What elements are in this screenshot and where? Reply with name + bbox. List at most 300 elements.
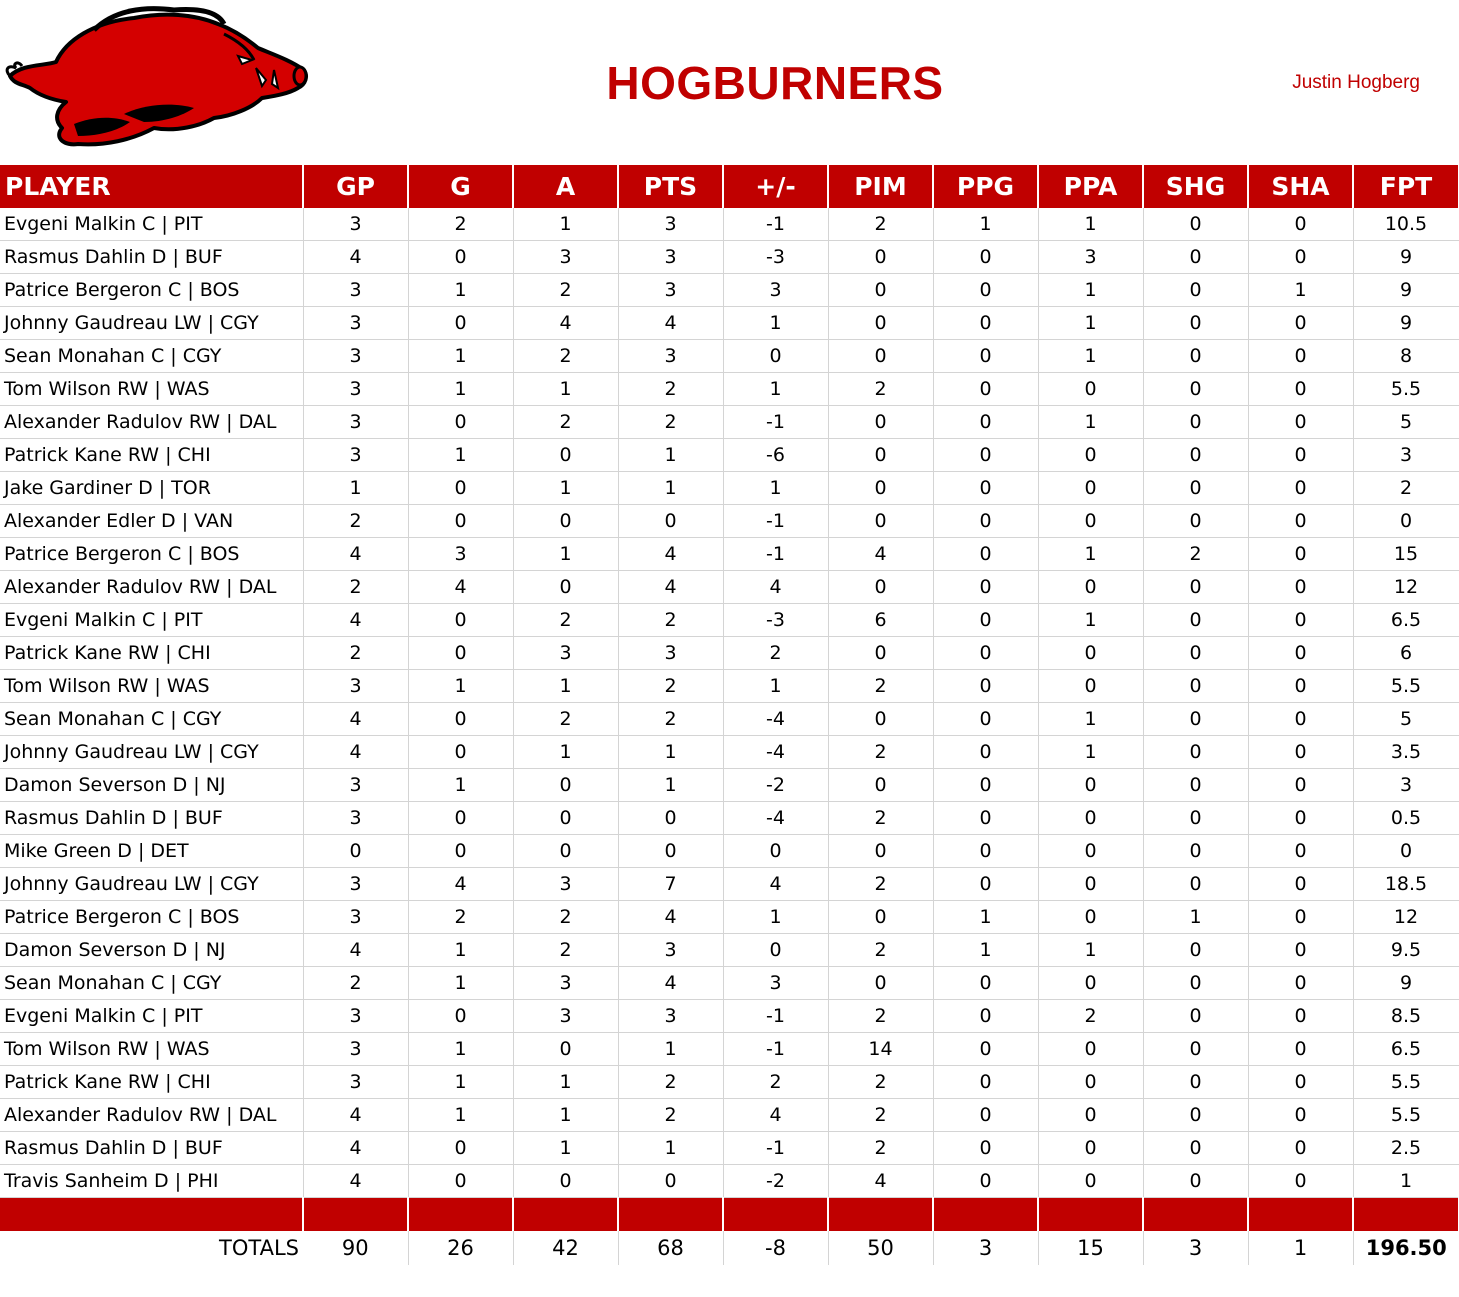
stat-cell: 0 (1038, 802, 1143, 835)
stat-cell: 0 (1143, 274, 1248, 307)
stat-cell: 2 (828, 868, 933, 901)
table-row (0, 307, 1459, 340)
stat-cell: 4 (408, 571, 513, 604)
table-row (0, 472, 1459, 505)
stat-cell: 2 (723, 637, 828, 670)
stat-cell: 4 (303, 538, 408, 571)
stat-cell: 0 (1143, 670, 1248, 703)
stat-cell: 0 (1248, 472, 1353, 505)
stat-cell: 4 (618, 901, 723, 934)
stat-cell: 0 (933, 802, 1038, 835)
stat-cell: 3 (1353, 769, 1459, 802)
stat-cell: 5.5 (1353, 670, 1459, 703)
stat-cell: 3 (303, 802, 408, 835)
stat-cell: 0 (933, 538, 1038, 571)
stat-cell: 3 (303, 340, 408, 373)
stat-cell: 2 (828, 1000, 933, 1033)
stat-cell: 0 (618, 835, 723, 868)
stat-cell: 1 (408, 1033, 513, 1066)
player-name-cell: Evgeni Malkin C | PIT (0, 1000, 303, 1033)
stat-cell: 2 (513, 934, 618, 967)
stat-cell: 1 (723, 901, 828, 934)
player-name-cell: Mike Green D | DET (0, 835, 303, 868)
stat-cell: 1 (408, 769, 513, 802)
stat-cell: 2 (828, 1099, 933, 1132)
player-name-cell: Tom Wilson RW | WAS (0, 373, 303, 406)
stat-cell: 2 (618, 703, 723, 736)
stat-cell: 0 (1143, 505, 1248, 538)
table-row (0, 1099, 1459, 1132)
stat-cell: 0 (1038, 1132, 1143, 1165)
stat-cell: 0 (1248, 1132, 1353, 1165)
stat-cell: 0 (1038, 1165, 1143, 1198)
player-name-cell: Patrick Kane RW | CHI (0, 1066, 303, 1099)
stat-cell: 3 (303, 1033, 408, 1066)
stat-cell: 0 (828, 406, 933, 439)
stat-cell: -1 (723, 505, 828, 538)
stat-cell: 0 (1248, 1099, 1353, 1132)
stat-cell: 1 (1038, 703, 1143, 736)
stat-cell: 0 (1038, 1099, 1143, 1132)
stat-cell: 10.5 (1353, 208, 1459, 241)
stat-cell: 0.5 (1353, 802, 1459, 835)
stat-cell: 9 (1353, 307, 1459, 340)
stat-cell: 2 (513, 406, 618, 439)
stat-cell: 3 (618, 208, 723, 241)
stat-cell: 2 (513, 274, 618, 307)
stat-cell: 3 (303, 406, 408, 439)
stat-cell: 2 (513, 901, 618, 934)
stat-cell: 1 (723, 307, 828, 340)
stat-cell: 0 (1248, 307, 1353, 340)
table-row (0, 703, 1459, 736)
stat-cell: 2 (1353, 472, 1459, 505)
stat-cell: 3 (723, 967, 828, 1000)
stat-cell: 1 (1038, 208, 1143, 241)
stat-cell: 4 (618, 967, 723, 1000)
stat-cell: 5.5 (1353, 1099, 1459, 1132)
stat-cell: 1 (1143, 901, 1248, 934)
stat-cell: -1 (723, 538, 828, 571)
stat-cell: 1 (513, 1066, 618, 1099)
stat-cell: 3 (303, 307, 408, 340)
stat-cell: 0 (513, 505, 618, 538)
stat-cell: 4 (618, 571, 723, 604)
stat-cell: -1 (723, 1000, 828, 1033)
stat-cell: 2 (618, 1099, 723, 1132)
stat-cell: 0 (828, 703, 933, 736)
stat-cell: 2 (1143, 538, 1248, 571)
separator-cell (828, 1198, 933, 1232)
stat-cell: 3 (618, 1000, 723, 1033)
stat-cell: -1 (723, 406, 828, 439)
separator-cell (1353, 1198, 1459, 1232)
stat-cell: 0 (513, 835, 618, 868)
stat-cell: 0 (408, 1132, 513, 1165)
table-row (0, 439, 1459, 472)
stat-cell: 2 (303, 967, 408, 1000)
stat-cell: 0 (1038, 505, 1143, 538)
stat-cell: 0 (1143, 439, 1248, 472)
stat-cell: 0 (933, 604, 1038, 637)
stat-cell: 0 (408, 241, 513, 274)
table-row (0, 934, 1459, 967)
stat-cell: 1 (408, 439, 513, 472)
separator-cell (1143, 1198, 1248, 1232)
table-row (0, 1165, 1459, 1198)
stat-cell: 3 (303, 1000, 408, 1033)
stat-cell: 0 (933, 373, 1038, 406)
stat-cell: 0 (1038, 1033, 1143, 1066)
stat-cell: 0 (828, 637, 933, 670)
stat-cell: 2 (513, 703, 618, 736)
stat-cell: 0 (828, 967, 933, 1000)
stat-cell: 0 (513, 1165, 618, 1198)
stat-cell: 0 (618, 802, 723, 835)
stat-cell: 1 (1353, 1165, 1459, 1198)
stat-cell: 0 (1248, 934, 1353, 967)
stat-cell: 1 (1038, 736, 1143, 769)
stat-cell: 3 (618, 241, 723, 274)
stat-cell: 0 (933, 274, 1038, 307)
stat-cell: 3 (303, 208, 408, 241)
stat-cell: 0 (1038, 373, 1143, 406)
stat-cell: 4 (828, 538, 933, 571)
table-row (0, 637, 1459, 670)
stat-cell: 0 (933, 505, 1038, 538)
stat-cell: 0 (1143, 604, 1248, 637)
stat-cell: 0 (408, 736, 513, 769)
stat-cell: 0 (828, 901, 933, 934)
player-name-cell: Evgeni Malkin C | PIT (0, 208, 303, 241)
stat-cell: -3 (723, 241, 828, 274)
table-row (0, 340, 1459, 373)
stat-cell: 1 (618, 1132, 723, 1165)
stat-cell: 1 (723, 472, 828, 505)
table-row (0, 802, 1459, 835)
stat-cell: 0 (828, 307, 933, 340)
column-header-fpt: FPT (1353, 165, 1459, 208)
stat-cell: 3 (1353, 439, 1459, 472)
stat-cell: 2 (303, 571, 408, 604)
player-name-cell: Rasmus Dahlin D | BUF (0, 1132, 303, 1165)
stat-cell: 1 (1038, 604, 1143, 637)
stat-cell: 0 (933, 967, 1038, 1000)
table-row (0, 241, 1459, 274)
stat-cell: 0 (1248, 868, 1353, 901)
stat-cell: 1 (408, 934, 513, 967)
player-name-cell: Evgeni Malkin C | PIT (0, 604, 303, 637)
stat-cell: 1 (1038, 934, 1143, 967)
stat-cell: -6 (723, 439, 828, 472)
player-name-cell: Patrice Bergeron C | BOS (0, 274, 303, 307)
stat-cell: 0 (1038, 901, 1143, 934)
stat-cell: 0 (1038, 1066, 1143, 1099)
stat-cell: -3 (723, 604, 828, 637)
stat-cell: 0 (933, 307, 1038, 340)
stat-cell: 0 (408, 835, 513, 868)
stat-cell: 2 (513, 340, 618, 373)
stat-cell: 1 (513, 373, 618, 406)
stat-cell: 0 (1248, 703, 1353, 736)
total-cell: 90 (303, 1231, 408, 1265)
stat-cell: 0 (1143, 340, 1248, 373)
stat-cell: 5.5 (1353, 373, 1459, 406)
stat-cell: 2 (828, 736, 933, 769)
table-row (0, 373, 1459, 406)
table-row (0, 835, 1459, 868)
stat-cell: 1 (933, 208, 1038, 241)
table-row (0, 538, 1459, 571)
stat-cell: 0 (1248, 670, 1353, 703)
stat-cell: 6 (828, 604, 933, 637)
stat-cell: 2 (828, 208, 933, 241)
stat-cell: 2 (828, 802, 933, 835)
stat-cell: 0 (933, 736, 1038, 769)
stat-cell: 0 (1248, 967, 1353, 1000)
stat-cell: 1 (1038, 340, 1143, 373)
stat-cell: 1 (408, 274, 513, 307)
stat-cell: 4 (723, 868, 828, 901)
player-name-cell: Alexander Radulov RW | DAL (0, 571, 303, 604)
separator-cell (0, 1198, 303, 1232)
stat-cell: -1 (723, 208, 828, 241)
stat-cell: 2 (303, 505, 408, 538)
stat-cell: 0 (1143, 835, 1248, 868)
stat-cell: 2 (408, 208, 513, 241)
column-header-shg: SHG (1143, 165, 1248, 208)
stat-cell: 1 (303, 472, 408, 505)
stat-cell: 0 (1143, 736, 1248, 769)
stat-cell: 0 (1143, 967, 1248, 1000)
stat-cell: 1 (1038, 274, 1143, 307)
table-row (0, 274, 1459, 307)
stat-cell: 2 (828, 670, 933, 703)
total-cell: 50 (828, 1231, 933, 1265)
column-header-sha: SHA (1248, 165, 1353, 208)
stat-cell: 0 (828, 340, 933, 373)
stat-cell: 0 (933, 571, 1038, 604)
total-cell: 42 (513, 1231, 618, 1265)
separator-cell (408, 1198, 513, 1232)
stat-cell: 0 (1143, 208, 1248, 241)
stat-cell: 0 (933, 1033, 1038, 1066)
separator-cell (1248, 1198, 1353, 1232)
stat-cell: 4 (723, 1099, 828, 1132)
table-row (0, 868, 1459, 901)
stat-cell: 0 (408, 1000, 513, 1033)
table-row (0, 208, 1459, 241)
stat-cell: 1 (408, 340, 513, 373)
stat-cell: 0 (828, 505, 933, 538)
stat-cell: 4 (303, 736, 408, 769)
stat-cell: 1 (618, 736, 723, 769)
table-row (0, 670, 1459, 703)
stat-cell: 2 (1038, 1000, 1143, 1033)
stat-cell: 0 (723, 340, 828, 373)
stat-cell: 4 (513, 307, 618, 340)
stat-cell: 9 (1353, 967, 1459, 1000)
owner-name: Justin Hogberg (1292, 72, 1420, 93)
separator-cell (1038, 1198, 1143, 1232)
stat-cell: 0 (1248, 736, 1353, 769)
stat-cell: 0 (1143, 934, 1248, 967)
stat-cell: 2 (828, 1132, 933, 1165)
stat-cell: 0 (408, 703, 513, 736)
stat-cell: 0 (1248, 340, 1353, 373)
player-name-cell: Patrick Kane RW | CHI (0, 439, 303, 472)
stat-cell: 0 (933, 1132, 1038, 1165)
stat-cell: 0 (408, 505, 513, 538)
stat-cell: 0 (408, 604, 513, 637)
stat-cell: 0 (1143, 307, 1248, 340)
stat-cell: 2 (828, 373, 933, 406)
team-title: HOGBURNERS (606, 57, 944, 109)
stat-cell: 0 (1248, 835, 1353, 868)
stat-cell: 3 (618, 637, 723, 670)
stat-cell: 0 (1143, 1066, 1248, 1099)
stat-cell: 1 (513, 538, 618, 571)
stat-cell: 1 (513, 472, 618, 505)
stat-cell: 0 (1038, 472, 1143, 505)
stat-cell: 0 (1248, 538, 1353, 571)
table-row (0, 571, 1459, 604)
stat-cell: 4 (303, 1132, 408, 1165)
stat-cell: -4 (723, 802, 828, 835)
player-name-cell: Johnny Gaudreau LW | CGY (0, 868, 303, 901)
stat-cell: 2 (618, 406, 723, 439)
column-header-g: G (408, 165, 513, 208)
column-header-pts: PTS (618, 165, 723, 208)
stat-cell: 18.5 (1353, 868, 1459, 901)
stat-cell: 3 (618, 934, 723, 967)
stat-cell: 0 (1038, 439, 1143, 472)
stat-cell: 4 (618, 538, 723, 571)
stat-cell: 3 (408, 538, 513, 571)
stat-cell: 2 (303, 637, 408, 670)
stat-cell: 0 (1038, 670, 1143, 703)
stat-cell: 5.5 (1353, 1066, 1459, 1099)
player-name-cell: Damon Severson D | NJ (0, 769, 303, 802)
stat-cell: 15 (1353, 538, 1459, 571)
stat-cell: 0 (933, 703, 1038, 736)
stat-cell: 2 (828, 934, 933, 967)
stat-cell: 1 (618, 1033, 723, 1066)
stat-cell: 0 (618, 1165, 723, 1198)
total-cell: -8 (723, 1231, 828, 1265)
stat-cell: 0 (933, 1000, 1038, 1033)
stat-cell: 9 (1353, 274, 1459, 307)
stat-cell: 1 (933, 934, 1038, 967)
stat-cell: 0 (1143, 703, 1248, 736)
stat-cell: -1 (723, 1132, 828, 1165)
table-row (0, 769, 1459, 802)
column-header-a: A (513, 165, 618, 208)
stat-cell: 1 (618, 439, 723, 472)
stat-cell: 1 (723, 670, 828, 703)
stat-cell: 1 (408, 670, 513, 703)
stat-cell: 4 (303, 1165, 408, 1198)
stat-cell: 0 (1038, 967, 1143, 1000)
stat-cell: 0 (1143, 406, 1248, 439)
stat-cell: 0 (933, 340, 1038, 373)
stat-cell: 9.5 (1353, 934, 1459, 967)
player-name-cell: Patrice Bergeron C | BOS (0, 538, 303, 571)
total-cell: 1 (1248, 1231, 1353, 1265)
stat-cell: 0 (513, 1033, 618, 1066)
stat-cell: 3 (513, 241, 618, 274)
stat-cell: 0 (1248, 901, 1353, 934)
stat-cell: 0 (933, 868, 1038, 901)
separator-cell (723, 1198, 828, 1232)
stat-cell: 0 (828, 472, 933, 505)
player-name-cell: Tom Wilson RW | WAS (0, 670, 303, 703)
stat-cell: 1 (1038, 307, 1143, 340)
stat-cell: 0 (1248, 439, 1353, 472)
header-row (0, 165, 1459, 208)
total-cell: 68 (618, 1231, 723, 1265)
separator-cell (303, 1198, 408, 1232)
stat-cell: 2 (723, 1066, 828, 1099)
stat-cell: 0 (828, 439, 933, 472)
stat-cell: 4 (303, 604, 408, 637)
stat-cell: 3 (303, 769, 408, 802)
column-header-pim: PIM (828, 165, 933, 208)
stat-cell: 4 (618, 307, 723, 340)
stat-cell: 0 (933, 406, 1038, 439)
player-name-cell: Patrice Bergeron C | BOS (0, 901, 303, 934)
stat-cell: 0 (408, 472, 513, 505)
stat-cell: 0 (1248, 604, 1353, 637)
stat-cell: 3 (303, 274, 408, 307)
stat-cell: 0 (933, 835, 1038, 868)
table-row (0, 736, 1459, 769)
stat-cell: 1 (408, 967, 513, 1000)
stat-cell: 4 (408, 868, 513, 901)
stat-cell: 4 (723, 571, 828, 604)
stat-cell: 0 (1248, 1066, 1353, 1099)
stat-cell: 4 (828, 1165, 933, 1198)
stat-cell: 4 (303, 241, 408, 274)
stat-cell: 0 (1248, 1165, 1353, 1198)
separator-cell (933, 1198, 1038, 1232)
stat-cell: 0 (1143, 802, 1248, 835)
stat-cell: 9 (1353, 241, 1459, 274)
stat-cell: -1 (723, 1033, 828, 1066)
stat-cell: 0 (1143, 1099, 1248, 1132)
stat-cell: 3 (1038, 241, 1143, 274)
table-row (0, 406, 1459, 439)
table-row (0, 1000, 1459, 1033)
stat-cell: 0 (828, 769, 933, 802)
stat-cell: 0 (1038, 571, 1143, 604)
stat-cell: 4 (303, 1099, 408, 1132)
stat-cell: 0 (618, 505, 723, 538)
player-name-cell: Jake Gardiner D | TOR (0, 472, 303, 505)
table-row (0, 604, 1459, 637)
stat-cell: 6.5 (1353, 604, 1459, 637)
razorback-hog-logo (4, 4, 310, 150)
column-header--: +/- (723, 165, 828, 208)
stat-cell: 0 (1143, 769, 1248, 802)
player-name-cell: Alexander Edler D | VAN (0, 505, 303, 538)
stat-cell: -4 (723, 703, 828, 736)
stat-cell: 1 (1248, 274, 1353, 307)
stat-cell: 0 (513, 571, 618, 604)
player-name-cell: Travis Sanheim D | PHI (0, 1165, 303, 1198)
totals-separator (0, 1198, 1459, 1232)
column-header-player: PLAYER (0, 165, 303, 208)
